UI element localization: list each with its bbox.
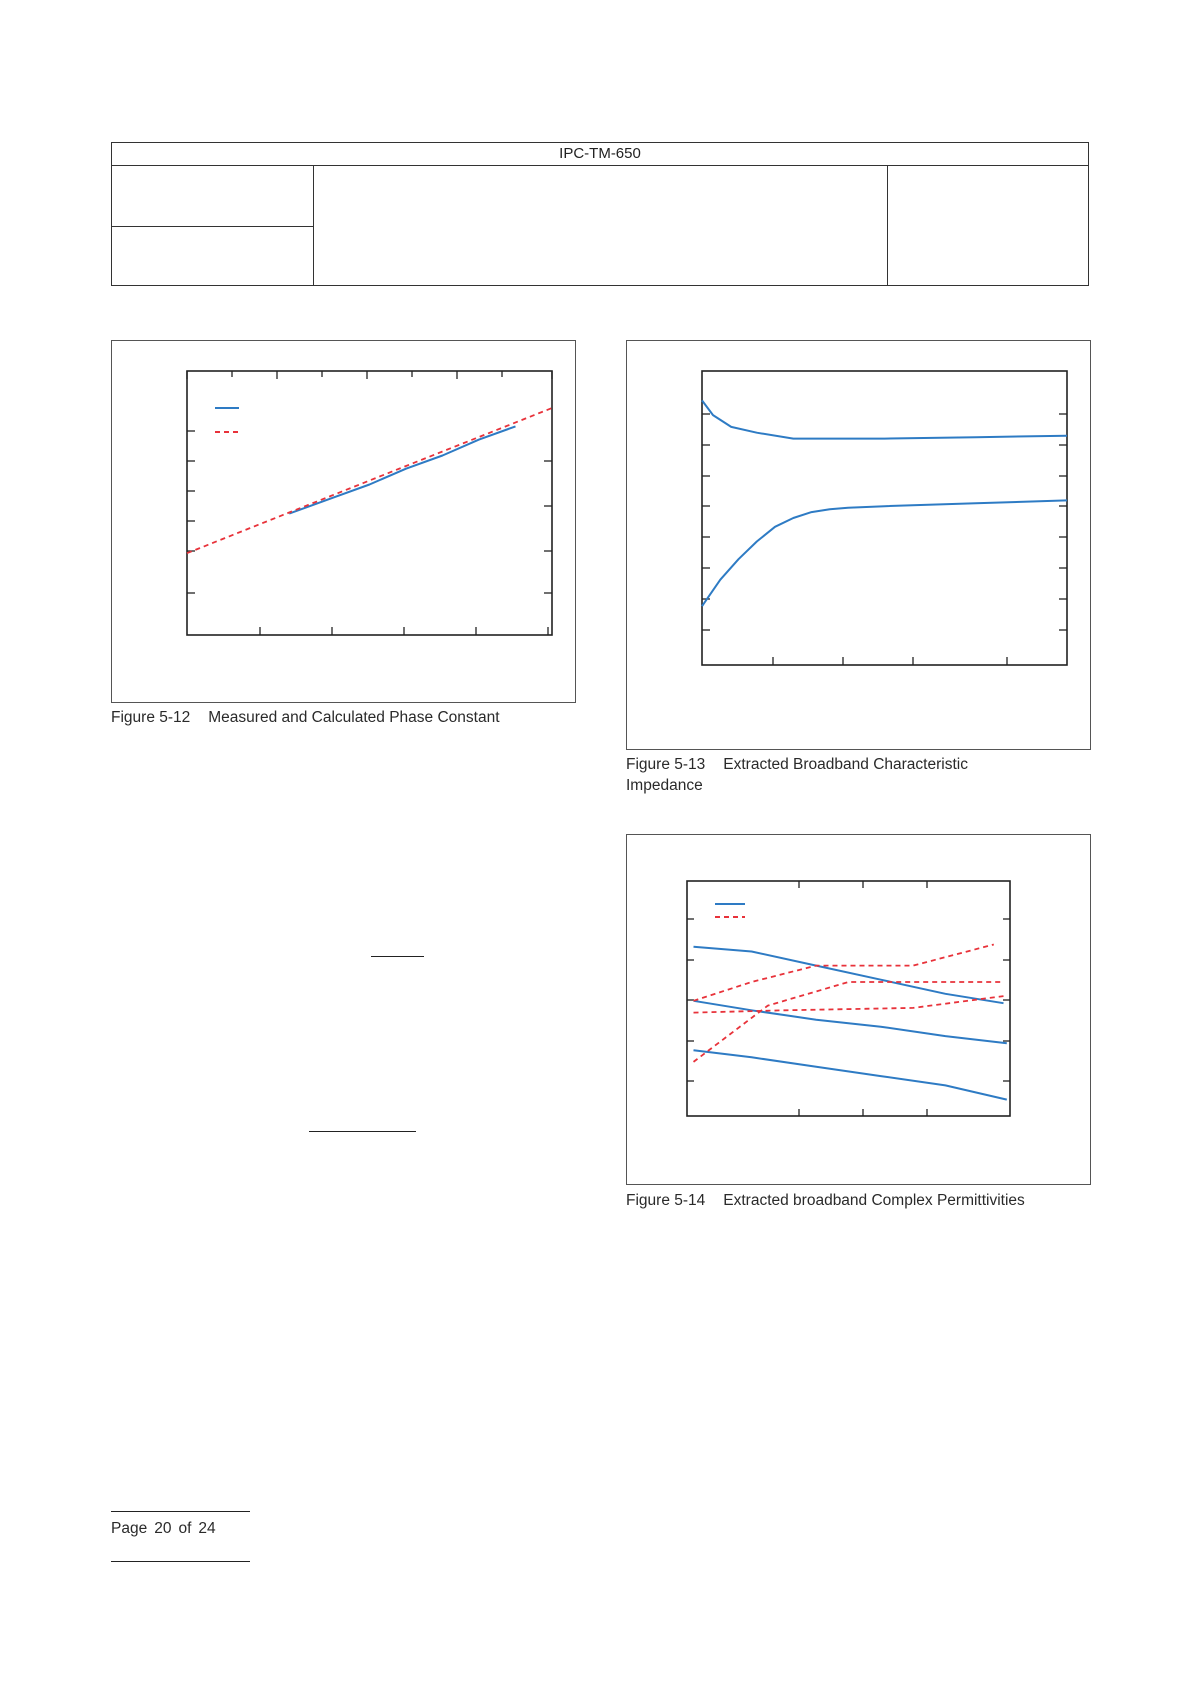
calculated-series-line-2 [187,408,552,553]
complex-permittivity-chart [627,835,1090,1184]
measured-series-line-1 [694,947,1004,1003]
measured-series-line-3 [694,1050,1007,1099]
figure-5-13-title-line2: Impedance [626,777,703,794]
page-current: 20 [154,1520,172,1537]
chart-series [187,408,552,553]
measured-series-line-2 [694,1001,1007,1043]
measured-series-line-1 [289,426,515,513]
figure-5-14-title: Extracted broadband Complex Permittivities [723,1192,1025,1209]
phase-constant-chart [112,341,575,702]
figure-5-12-frame [111,340,576,703]
header-divider-left [313,166,314,285]
figure-5-12-number: Figure 5-12 [111,709,191,726]
page-word: Page [111,1520,148,1537]
figure-5-13-caption [626,754,968,796]
figure-5-13-title-line1: Extracted Broadband Characteristic [723,756,968,773]
plot-area-border [187,371,552,635]
document-title: IPC-TM-650 [112,143,1088,166]
measured-series-line-1 [702,400,1067,438]
figure-5-14-frame [626,834,1091,1185]
page-of: of [178,1520,192,1537]
figure-5-12-title: Measured and Calculated Phase Constant [208,709,500,726]
figure-5-13-frame [626,340,1091,750]
figure-5-14-caption [626,1190,1025,1211]
measured-series-line-2 [702,500,1067,606]
chart-series [702,400,1067,606]
plot-area-border [702,371,1067,665]
calculated-series-line-5 [694,982,1004,1062]
figure-5-13-number: Figure 5-13 [626,756,706,773]
fraction-bar-lower [309,1131,416,1132]
fraction-bar-upper [371,956,424,957]
chart-legend [715,904,745,917]
page-total: 24 [198,1520,216,1537]
figure-5-14-number: Figure 5-14 [626,1192,706,1209]
chart-ticks [187,371,552,635]
header-divider-right [887,166,888,285]
document-header-box [111,142,1089,286]
footer-rule-top [111,1511,250,1512]
chart-legend [215,408,239,432]
chart-series [694,945,1007,1100]
calculated-series-line-6 [694,996,1004,1013]
figure-5-12-caption [111,707,500,728]
chart-ticks [702,414,1067,665]
calculated-series-line-4 [694,945,994,1001]
footer-rule-bottom [111,1561,250,1562]
header-divider-horizontal [112,226,313,227]
page-number [111,1520,223,1538]
characteristic-impedance-chart [627,341,1090,749]
